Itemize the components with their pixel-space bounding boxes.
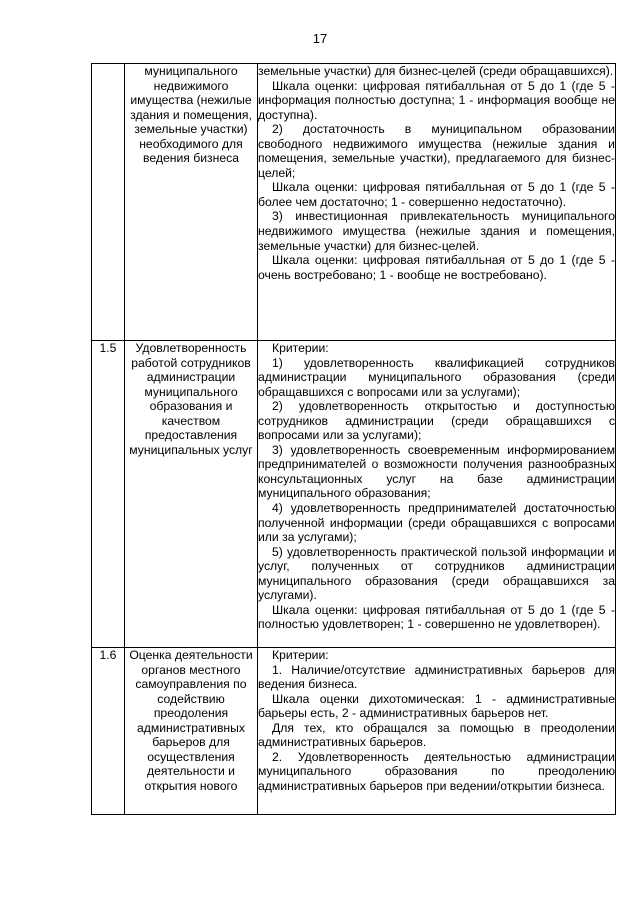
description-paragraph: 1. Наличие/отсутствие административных барьеров для ведения бизнеса. <box>258 662 615 692</box>
indicator-name: муниципального недвижимого имущества (нежилые здания и помещения, земельные участки) необходимого для ведения бизнеса <box>125 64 258 341</box>
table-row <box>92 64 616 341</box>
description-paragraph: 2) достаточность в муниципальном образовании свободного недвижимого имущества (нежилые здания и помещения, земельные участки), предлагаемого для бизнес-целей; <box>258 122 615 180</box>
description-paragraph: Шкала оценки: цифровая пятибалльная от 5 до 1 (где 5 - полностью удовлетворен; 1 - совершенно не удовлетворен). <box>258 602 615 632</box>
indicator-description <box>258 648 616 815</box>
table-row <box>92 648 616 815</box>
description-paragraph: Шкала оценки дихотомическая: 1 - административные барьеры есть, 2 - административных барьеров нет. <box>258 691 615 721</box>
description-paragraph: 2. Удовлетворенность деятельностью администрации муниципального образования по преодолению административных барьеров при ведении/открытии бизнеса. <box>258 749 615 793</box>
indicator-name: Удовлетворенность работой сотрудников администрации муниципального образования и качеством предоставления муниципальных услуг <box>125 341 258 648</box>
indicator-name: Оценка деятельности органов местного самоуправления по содействию преодоления административных барьеров для осуществления деятельности и открытия нового <box>125 648 258 815</box>
description-paragraph: Для тех, кто обращался за помощью в преодолении административных барьеров. <box>258 720 615 750</box>
table-row <box>92 341 616 648</box>
description-paragraph: 3) инвестиционная привлекательность муниципального недвижимого имущества (нежилые здания и помещения, земельные участки) для бизнес-целей. <box>258 209 615 253</box>
description-paragraph: Шкала оценки: цифровая пятибалльная от 5 до 1 (где 5 - более чем достаточно; 1 - совершенно недостаточно). <box>258 180 615 209</box>
row-number: 1.6 <box>92 648 125 815</box>
criteria-table <box>91 63 616 815</box>
description-paragraph: земельные участки) для бизнес-целей (среди обращавшихся). <box>258 64 614 78</box>
description-paragraph: Критерии: <box>272 341 329 355</box>
description-paragraph: 3) удовлетворенность своевременным информированием предпринимателей о возможности получения разнообразных консультационных услуг на базе администрации муниципального образования; <box>258 442 615 501</box>
description-paragraph: Критерии: <box>272 648 329 662</box>
description-paragraph: 1) удовлетворенность квалификацией сотрудников администрации муниципального образования (среди обращавшихся с вопросами или за услугами); <box>258 355 615 399</box>
row-number: 1.5 <box>92 341 125 648</box>
indicator-description <box>258 341 616 648</box>
row-number <box>92 64 125 341</box>
page-number: 17 <box>312 31 328 46</box>
indicator-description <box>258 64 616 341</box>
description-paragraph: Шкала оценки: цифровая пятибалльная от 5 до 1 (где 5 - очень востребовано; 1 - вообще не востребовано). <box>258 253 615 282</box>
description-paragraph: 4) удовлетворенность предпринимателей достаточностью полученной информации (среди обращавшихся с вопросами или за услугами); <box>258 501 615 545</box>
description-paragraph: Шкала оценки: цифровая пятибалльная от 5 до 1 (где 5 - информация полностью доступна; 1 - информация вообще не доступна). <box>258 78 615 122</box>
description-paragraph: 5) удовлетворенность практической пользой информации и услуг, полученных от сотрудников администрации муниципального образования (среди обращавшихся за услугами). <box>258 544 615 603</box>
description-paragraph: 2) удовлетворенность открытостью и доступностью сотрудников администрации (среди обращавшихся с вопросами или за услугами); <box>258 399 615 443</box>
